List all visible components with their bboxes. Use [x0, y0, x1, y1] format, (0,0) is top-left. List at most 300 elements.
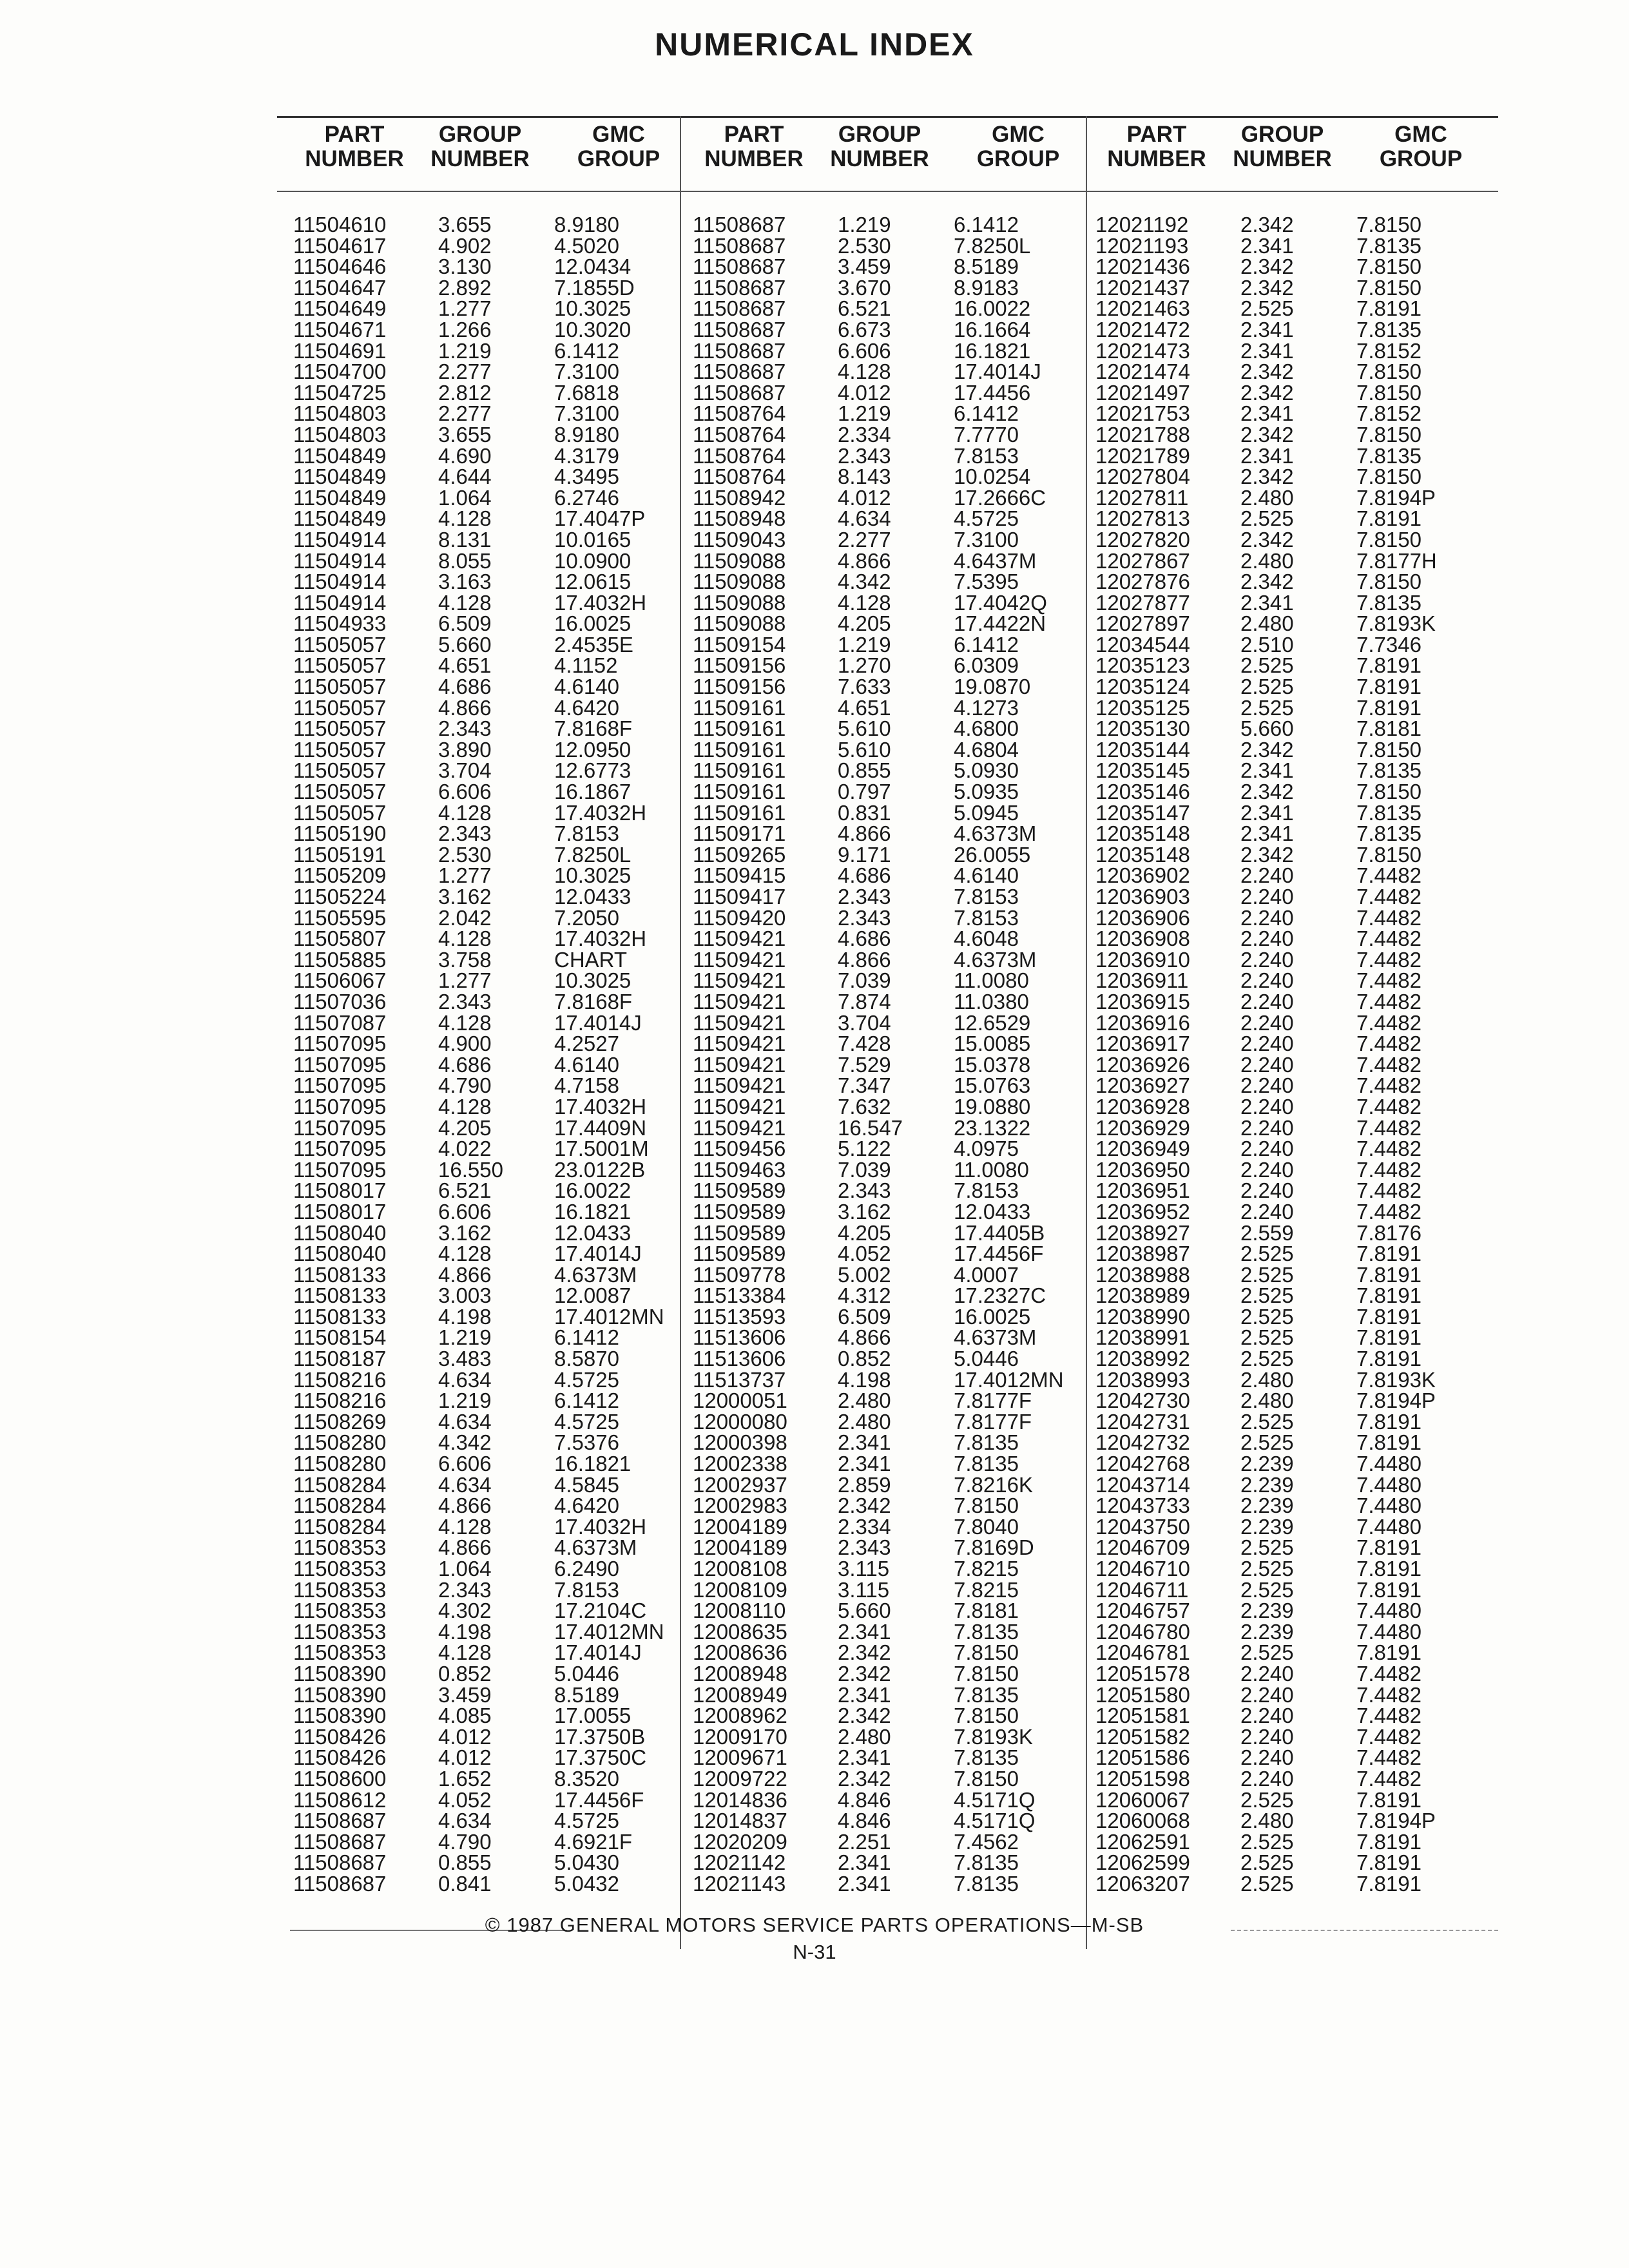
header-line: NUMBER [830, 146, 929, 171]
gmc-group: 7.8150 [1356, 255, 1422, 279]
part-number: 11509415 [693, 863, 786, 888]
part-number: 11509043 [693, 527, 786, 552]
part-number: 12036928 [1095, 1094, 1190, 1119]
group-number: 2.342 [1240, 255, 1294, 279]
gmc-group: 7.8250L [954, 233, 1031, 258]
group-number: 2.240 [1240, 885, 1294, 908]
group-number: 1.277 [438, 296, 492, 321]
group-number: 2.342 [1240, 737, 1294, 762]
group-number: 4.205 [438, 1115, 492, 1140]
group-number: 2.342 [838, 1704, 891, 1728]
part-number: 11508353 [293, 1577, 387, 1602]
gmc-group: 17.4042Q [954, 590, 1047, 615]
part-number: 11509589 [693, 1242, 786, 1266]
group-number: 2.341 [1240, 317, 1294, 341]
part-number: 11509421 [693, 1115, 786, 1140]
gmc-group: 7.4482 [1356, 1137, 1422, 1161]
part-number: 11507095 [293, 1115, 387, 1140]
group-number: 4.128 [438, 1242, 492, 1266]
gmc-group: 7.4480 [1356, 1472, 1422, 1497]
gmc-group: 4.0975 [954, 1137, 1019, 1161]
group-number: 4.634 [438, 1409, 492, 1434]
group-number: 2.240 [1240, 1094, 1294, 1119]
gmc-group: 17.5001M [554, 1137, 649, 1161]
part-number: 11508353 [293, 1557, 387, 1581]
group-number: 2.240 [1240, 947, 1294, 972]
part-number: 11509456 [693, 1137, 786, 1161]
part-number: 12051598 [1095, 1766, 1190, 1791]
part-number: 11508280 [293, 1430, 387, 1455]
group-number: 2.525 [1240, 1577, 1294, 1602]
group-number: 4.790 [438, 1829, 492, 1854]
part-number: 12009722 [693, 1766, 787, 1791]
group-number: 2.334 [838, 1514, 891, 1539]
gmc-group: 17.4014J [954, 360, 1041, 384]
gmc-group: 7.4480 [1356, 1514, 1422, 1539]
part-number: 12036910 [1095, 947, 1190, 972]
gmc-group: 7.8191 [1356, 1430, 1422, 1455]
gmc-group: 7.8194P [1356, 485, 1436, 510]
gmc-group: 16.1867 [554, 780, 631, 804]
part-number: 12035124 [1095, 675, 1190, 699]
group-number: 5.660 [438, 632, 492, 657]
gmc-group: 4.6420 [554, 695, 619, 720]
group-number: 2.341 [838, 1871, 891, 1896]
part-number: 12014837 [693, 1809, 787, 1833]
group-number: 2.343 [838, 1178, 891, 1203]
part-number: 11508187 [293, 1347, 387, 1371]
group-number: 4.312 [838, 1283, 891, 1308]
gmc-group: 4.6373M [954, 1325, 1037, 1350]
group-number: 2.343 [838, 443, 891, 468]
gmc-group: 17.4014J [554, 1640, 642, 1665]
part-number: 12008949 [693, 1682, 787, 1707]
gmc-group: 7.8135 [954, 1452, 1019, 1476]
group-number: 6.606 [838, 338, 891, 363]
group-number: 2.859 [838, 1472, 891, 1497]
group-number: 2.334 [838, 422, 891, 447]
part-number: 11507087 [293, 1010, 387, 1035]
gmc-group: 7.4482 [1356, 905, 1422, 930]
group-number: 4.686 [838, 863, 891, 888]
gmc-group: 16.1821 [954, 338, 1031, 363]
gmc-group: 5.0430 [554, 1850, 619, 1875]
gmc-group: 7.8150 [1356, 275, 1422, 300]
gmc-group: 4.5725 [554, 1409, 619, 1434]
part-number: 11505190 [293, 822, 387, 846]
gmc-group: 7.8150 [1356, 213, 1422, 236]
group-number: 2.342 [1240, 360, 1294, 384]
part-number: 11505057 [293, 737, 387, 762]
gmc-group: 19.0870 [954, 675, 1031, 699]
part-number: 11508353 [293, 1640, 387, 1665]
gmc-group: 7.8191 [1356, 1283, 1422, 1308]
part-number: 12036916 [1095, 1010, 1190, 1035]
part-number: 12035130 [1095, 716, 1190, 741]
group-number: 2.530 [438, 842, 492, 867]
group-number: 2.530 [838, 233, 891, 258]
group-number: 6.521 [838, 296, 891, 321]
gmc-group: 5.0432 [554, 1871, 619, 1896]
gmc-group: 17.4032H [554, 1514, 647, 1539]
group-number: 2.341 [838, 1745, 891, 1770]
gmc-group: 7.8191 [1356, 296, 1422, 321]
part-number: 12063207 [1095, 1871, 1190, 1896]
group-number: 2.342 [838, 1661, 891, 1686]
group-number: 2.341 [1240, 822, 1294, 846]
group-number: 4.128 [438, 1094, 492, 1119]
gmc-group: 4.6373M [954, 822, 1037, 846]
part-number: 12021193 [1095, 233, 1189, 258]
part-number: 12036929 [1095, 1115, 1190, 1140]
gmc-group: 6.2490 [554, 1557, 619, 1581]
part-number: 11508764 [693, 401, 786, 426]
part-number: 12004189 [693, 1514, 787, 1539]
group-number: 5.002 [838, 1262, 891, 1287]
part-number: 11505057 [293, 695, 387, 720]
part-number: 12036903 [1095, 885, 1190, 908]
gmc-group: 7.8150 [1356, 842, 1422, 867]
part-number: 12009671 [693, 1745, 787, 1770]
group-number: 1.064 [438, 1557, 492, 1581]
gmc-group: 7.8193K [1356, 1367, 1436, 1392]
gmc-group: 4.6804 [954, 737, 1019, 762]
group-number: 2.240 [1240, 1073, 1294, 1098]
part-number: 12034544 [1095, 632, 1190, 657]
group-number: 1.219 [438, 338, 492, 363]
part-number: 11509265 [693, 842, 786, 867]
part-number: 11508764 [693, 422, 786, 447]
part-number: 12043733 [1095, 1494, 1190, 1518]
part-number: 12036917 [1095, 1032, 1190, 1056]
gmc-group: 7.8135 [1356, 822, 1422, 846]
gmc-group: 7.5376 [554, 1430, 619, 1455]
gmc-group: CHART [554, 947, 628, 972]
group-number: 4.302 [438, 1599, 492, 1623]
gmc-group: 16.0025 [954, 1304, 1031, 1329]
gmc-group: 7.8135 [1356, 800, 1422, 825]
group-number: 2.525 [1240, 1262, 1294, 1287]
gmc-group: 4.1273 [954, 695, 1019, 720]
group-number: 2.240 [1240, 1052, 1294, 1077]
part-number: 11509589 [693, 1199, 786, 1224]
group-number: 3.162 [438, 885, 492, 908]
gmc-group: 7.4482 [1356, 863, 1422, 888]
header-rule [277, 191, 1498, 192]
group-number: 2.240 [1240, 1682, 1294, 1707]
group-number: 2.525 [1240, 1850, 1294, 1875]
group-number: 2.240 [1240, 927, 1294, 951]
group-number: 4.866 [838, 1325, 891, 1350]
group-number: 2.240 [1240, 1704, 1294, 1728]
group-number: 2.239 [1240, 1452, 1294, 1476]
group-number: 2.240 [1240, 1137, 1294, 1161]
group-number: 4.686 [438, 1052, 492, 1077]
part-number: 11508764 [693, 465, 786, 489]
part-number: 12042768 [1095, 1452, 1190, 1476]
header-line: GROUP [438, 122, 522, 147]
part-number: 11507036 [293, 989, 387, 1014]
gmc-group: 7.8150 [954, 1704, 1019, 1728]
part-number: 12021497 [1095, 380, 1190, 405]
part-number: 12021143 [693, 1871, 786, 1896]
part-number: 12021436 [1095, 255, 1190, 279]
group-number-header [802, 122, 957, 171]
group-number: 1.219 [438, 1389, 492, 1413]
gmc-group: 10.3025 [554, 968, 631, 993]
group-number: 2.239 [1240, 1514, 1294, 1539]
gmc-group: 7.7346 [1356, 632, 1422, 657]
part-number: 11509421 [693, 1032, 786, 1056]
part-number: 11509161 [693, 800, 786, 825]
gmc-group: 7.5395 [954, 570, 1019, 594]
part-number: 11508687 [693, 380, 786, 405]
gmc-group: 7.8191 [1356, 1409, 1422, 1434]
part-number: 12027811 [1095, 485, 1189, 510]
part-number: 11508612 [293, 1787, 387, 1812]
gmc-group: 7.8169D [954, 1535, 1034, 1560]
gmc-group: 6.0309 [954, 653, 1019, 678]
gmc-group: 15.0763 [954, 1073, 1031, 1098]
gmc-group: 7.4482 [1356, 1682, 1422, 1707]
gmc-group: 7.8191 [1356, 1325, 1422, 1350]
gmc-group: 7.4482 [1356, 1704, 1422, 1728]
group-number: 3.459 [838, 255, 891, 279]
gmc-group: 7.8191 [1356, 1347, 1422, 1371]
group-number: 2.342 [1240, 213, 1294, 236]
part-number: 11509420 [693, 905, 786, 930]
group-number: 0.852 [438, 1661, 492, 1686]
group-number: 2.342 [1240, 780, 1294, 804]
gmc-group: 17.4012MN [554, 1619, 664, 1644]
group-number: 4.128 [838, 590, 891, 615]
gmc-group: 10.3025 [554, 863, 631, 888]
group-number: 2.480 [1240, 485, 1294, 510]
part-number: 12036949 [1095, 1137, 1190, 1161]
group-number: 2.240 [1240, 1199, 1294, 1224]
group-number: 0.841 [438, 1871, 492, 1896]
header-line: GROUP [1379, 146, 1463, 171]
gmc-group: 7.8150 [954, 1661, 1019, 1686]
gmc-group: 4.5725 [554, 1367, 619, 1392]
gmc-group: 16.0022 [954, 296, 1031, 321]
part-number: 11509161 [693, 695, 786, 720]
part-number: 12008635 [693, 1619, 787, 1644]
gmc-group: 6.1412 [954, 213, 1019, 236]
part-number: 11504700 [293, 360, 387, 384]
group-number: 4.686 [838, 927, 891, 951]
part-number: 11509421 [693, 1073, 786, 1098]
gmc-group: 7.8191 [1356, 1304, 1422, 1329]
part-number: 11504691 [293, 338, 387, 363]
group-number: 2.525 [1240, 1829, 1294, 1854]
gmc-group: 12.6773 [554, 758, 631, 783]
group-number: 4.686 [438, 675, 492, 699]
gmc-group: 7.4482 [1356, 1073, 1422, 1098]
part-number: 12036952 [1095, 1199, 1190, 1224]
group-number: 4.644 [438, 465, 492, 489]
part-number: 12000398 [693, 1430, 787, 1455]
header-line: GROUP [976, 146, 1060, 171]
group-number: 2.342 [838, 1640, 891, 1665]
group-number: 2.525 [1240, 1640, 1294, 1665]
group-number: 4.128 [438, 1514, 492, 1539]
gmc-group: 17.4012MN [954, 1367, 1064, 1392]
group-number: 4.128 [438, 1640, 492, 1665]
part-number: 12036911 [1095, 968, 1189, 993]
group-number: 7.428 [838, 1032, 891, 1056]
part-number: 12035146 [1095, 780, 1190, 804]
part-number: 11513593 [693, 1304, 786, 1329]
group-number: 2.239 [1240, 1472, 1294, 1497]
gmc-group: 7.8250L [554, 842, 631, 867]
group-number: 4.866 [438, 1494, 492, 1518]
gmc-group: 16.1821 [554, 1199, 631, 1224]
part-number: 11508687 [693, 296, 786, 321]
gmc-group: 4.6800 [954, 716, 1019, 741]
gmc-group: 12.0434 [554, 255, 631, 279]
part-number: 11505885 [293, 947, 387, 972]
group-number: 4.205 [838, 1220, 891, 1245]
group-number: 4.866 [438, 1535, 492, 1560]
group-number: 4.128 [438, 927, 492, 951]
group-number: 2.341 [1240, 758, 1294, 783]
part-number: 11508687 [293, 1829, 387, 1854]
gmc-group: 7.8191 [1356, 1850, 1422, 1875]
part-number: 12062599 [1095, 1850, 1190, 1875]
gmc-group: 7.7770 [954, 422, 1019, 447]
group-number: 4.342 [838, 570, 891, 594]
gmc-group: 5.0446 [554, 1661, 619, 1686]
group-number: 2.525 [1240, 296, 1294, 321]
group-number: 3.162 [438, 1220, 492, 1245]
part-number: 11504803 [293, 422, 387, 447]
part-number: 12051582 [1095, 1724, 1190, 1749]
group-number: 2.240 [1240, 1010, 1294, 1035]
gmc-group: 11.0080 [954, 968, 1029, 993]
gmc-group: 5.0945 [954, 800, 1019, 825]
header-line: GMC [1394, 122, 1447, 147]
gmc-group: 7.8135 [954, 1745, 1019, 1770]
header-line: GROUP [838, 122, 921, 147]
group-number: 2.341 [838, 1850, 891, 1875]
gmc-group: 7.4482 [1356, 989, 1422, 1014]
group-number: 2.525 [1240, 1242, 1294, 1266]
gmc-group: 7.4480 [1356, 1599, 1422, 1623]
part-number: 11509421 [693, 989, 786, 1014]
group-number: 3.758 [438, 947, 492, 972]
gmc-group: 17.4456 [954, 380, 1031, 405]
gmc-group: 7.8168F [554, 716, 633, 741]
part-number: 11507095 [293, 1157, 387, 1182]
header-line: NUMBER [430, 146, 530, 171]
gmc-group: 10.3025 [554, 296, 631, 321]
group-number: 2.240 [1240, 1766, 1294, 1791]
gmc-group: 19.0880 [954, 1094, 1031, 1119]
gmc-group: 7.4562 [954, 1829, 1019, 1854]
group-number: 4.128 [438, 1010, 492, 1035]
header-line: GMC [592, 122, 645, 147]
gmc-group: 17.4456F [954, 1242, 1044, 1266]
part-number: 12021463 [1095, 296, 1190, 321]
part-number: 11505807 [293, 927, 387, 951]
gmc-group: 4.6437M [954, 548, 1037, 573]
group-number: 2.240 [1240, 968, 1294, 993]
gmc-group: 4.6140 [954, 863, 1019, 888]
gmc-group: 12.0087 [554, 1283, 631, 1308]
part-number: 11508040 [293, 1220, 387, 1245]
gmc-group: 5.0930 [954, 758, 1019, 783]
group-number: 8.055 [438, 548, 492, 573]
gmc-group: 7.4482 [1356, 1032, 1422, 1056]
gmc-group: 17.4032H [554, 590, 647, 615]
part-number: 11507095 [293, 1073, 387, 1098]
group-number: 0.855 [838, 758, 891, 783]
gmc-group: 7.8193K [954, 1724, 1033, 1749]
part-number: 12008636 [693, 1640, 787, 1665]
gmc-group: 7.4482 [1356, 1724, 1422, 1749]
gmc-group: 4.6373M [954, 947, 1037, 972]
part-number: 11505057 [293, 716, 387, 741]
part-number: 11509463 [693, 1157, 786, 1182]
gmc-group: 7.4482 [1356, 1115, 1422, 1140]
group-number: 2.480 [838, 1724, 891, 1749]
group-number: 1.270 [838, 653, 891, 678]
gmc-group: 10.3020 [554, 317, 631, 341]
group-number: 6.509 [438, 611, 492, 636]
group-number: 6.509 [838, 1304, 891, 1329]
part-number: 12051578 [1095, 1661, 1190, 1686]
gmc-group: 2.4535E [554, 632, 633, 657]
part-number: 11509156 [693, 675, 786, 699]
part-number: 12027897 [1095, 611, 1190, 636]
part-number: 11508687 [693, 360, 786, 384]
gmc-group: 7.8176 [1356, 1220, 1422, 1245]
group-number: 3.670 [838, 275, 891, 300]
part-number: 11507095 [293, 1137, 387, 1161]
group-number: 2.239 [1240, 1599, 1294, 1623]
part-number: 11508942 [693, 485, 786, 510]
gmc-group: 17.2666C [954, 485, 1046, 510]
gmc-group: 7.8215 [954, 1577, 1019, 1602]
group-number: 6.673 [838, 317, 891, 341]
part-number: 12021474 [1095, 360, 1190, 384]
group-number: 3.115 [838, 1577, 890, 1602]
group-number: 2.525 [1240, 1535, 1294, 1560]
gmc-group: 7.3100 [554, 401, 619, 426]
part-number: 12009170 [693, 1724, 787, 1749]
gmc-group: 10.0165 [554, 527, 631, 552]
gmc-group: 7.8191 [1356, 1557, 1422, 1581]
part-number: 11504649 [293, 296, 387, 321]
header-line: GROUP [1240, 122, 1324, 147]
group-number: 2.239 [1240, 1494, 1294, 1518]
group-number: 4.846 [838, 1787, 891, 1812]
part-number: 12002983 [693, 1494, 787, 1518]
group-number: 7.632 [838, 1094, 891, 1119]
header-line: GMC [992, 122, 1045, 147]
group-number: 2.343 [438, 1577, 492, 1602]
part-number: 12035125 [1095, 695, 1190, 720]
part-number: 12008110 [693, 1599, 786, 1623]
part-number: 12060067 [1095, 1787, 1190, 1812]
part-number: 12051580 [1095, 1682, 1190, 1707]
group-number: 2.240 [1240, 1745, 1294, 1770]
part-number: 12036906 [1095, 905, 1190, 930]
gmc-group: 7.8191 [1356, 675, 1422, 699]
group-number: 1.219 [838, 632, 891, 657]
part-number: 12046757 [1095, 1599, 1190, 1623]
